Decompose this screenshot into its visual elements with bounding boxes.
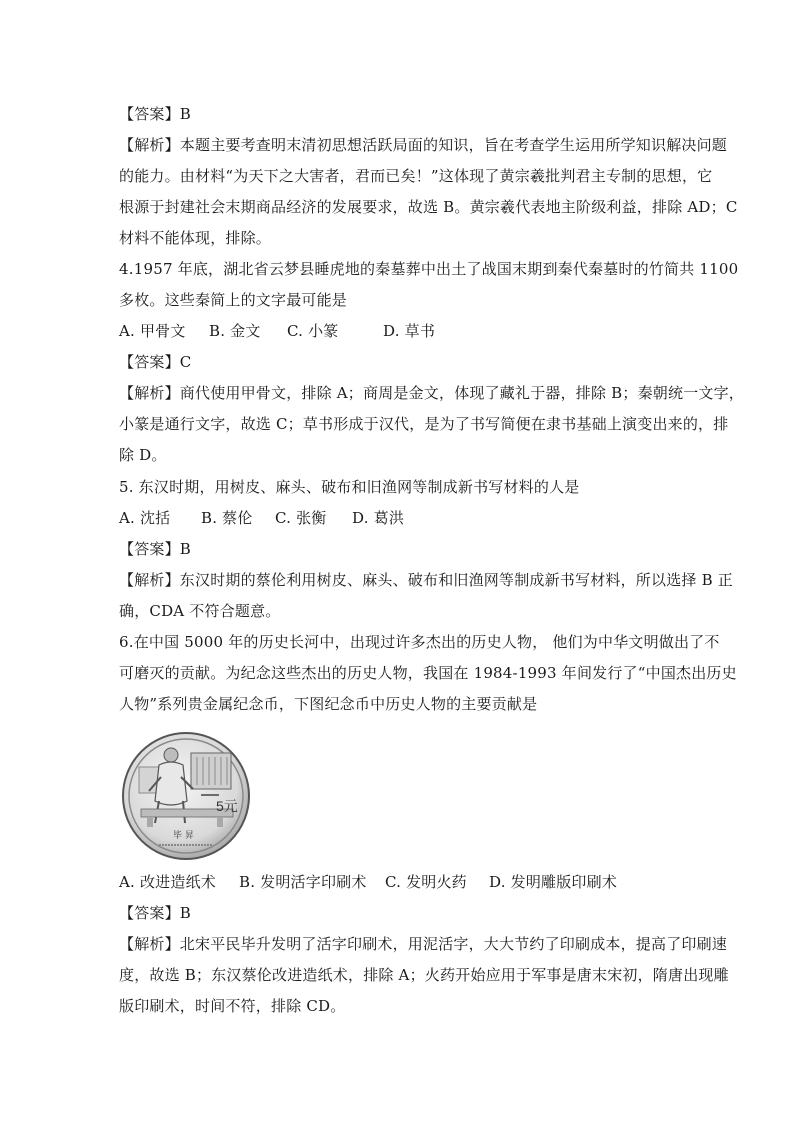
q3-analysis-line: 【解析】本题主要考查明末清初思想活跃局面的知识，旨在考查学生运用所学知识解决问题 <box>119 136 728 154</box>
q6-option-a: A. 改进造纸术 <box>119 873 216 891</box>
q3-analysis-line: 根源于封建社会末期商品经济的发展要求，故选 B。黄宗羲代表地主阶级利益，排除 AD；C <box>119 198 738 216</box>
q5-analysis-line: 确，CDA 不符合题意。 <box>119 602 281 620</box>
q4-analysis-line: 除 D。 <box>119 446 167 464</box>
coin-denomination: 5元 <box>216 798 238 814</box>
q4-stem-line: 4.1957 年底，湖北省云梦县睡虎地的秦墓葬中出土了战国末期到秦代秦墓时的竹简共 1100 <box>119 260 739 278</box>
q5-analysis-line: 【解析】东汉时期的蔡伦利用树皮、麻头、破布和旧渔网等制成新书写材料，所以选择 B 正 <box>119 571 733 589</box>
q6-option-d: D. 发明雕版印刷术 <box>489 873 618 891</box>
q6-stem-line: 人物”系列贵金属纪念币，下图纪念币中历史人物的主要贡献是 <box>119 695 538 713</box>
q4-option-d: D. 草书 <box>383 322 436 340</box>
q4-options <box>119 321 679 341</box>
commemorative-coin-image <box>121 731 251 861</box>
q3-analysis-line: 的能力。由材料“为天下之大害者，君而已矣！”这体现了黄宗羲批判君主专制的思想，它 <box>119 167 713 185</box>
q6-analysis-line: 【解析】北宋平民毕升发明了活字印刷术，用泥活字，大大节约了印刷成本，提高了印刷速 <box>119 935 728 953</box>
q6-stem-line: 6.在中国 5000 年的历史长河中，出现过许多杰出的历史人物， 他们为中华文明做出了不 <box>119 633 720 651</box>
q4-option-a: A. 甲骨文 <box>119 322 186 340</box>
q6-analysis-line: 版印刷术，时间不符，排除 CD。 <box>119 997 346 1015</box>
q4-option-c: C. 小篆 <box>287 322 339 340</box>
q4-stem-line: 多枚。这些秦简上的文字最可能是 <box>119 291 348 309</box>
q4-answer: 【答案】C <box>119 353 192 371</box>
q5-option-c: C. 张衡 <box>275 509 327 527</box>
q3-answer: 【答案】B <box>119 105 192 123</box>
q5-stem-line: 5. 东汉时期，用树皮、麻头、破布和旧渔网等制成新书写材料的人是 <box>119 478 580 496</box>
q6-option-b: B. 发明活字印刷术 <box>239 873 367 891</box>
q5-answer: 【答案】B <box>119 540 192 558</box>
q5-option-d: D. 葛洪 <box>352 509 405 527</box>
q4-option-b: B. 金文 <box>209 322 261 340</box>
q4-analysis-line: 小篆是通行文字，故选 C；草书形成于汉代，是为了书写简便在隶书基础上演变出来的，排 <box>119 415 729 433</box>
q3-analysis-line: 材料不能体现，排除。 <box>119 229 272 247</box>
q6-stem-line: 可磨灭的贡献。为纪念这些杰出的历史人物，我国在 1984-1993 年间发行了“中国杰出历史 <box>119 664 737 682</box>
q5-options <box>119 508 679 528</box>
q6-options <box>119 872 679 892</box>
q6-option-c: C. 发明火药 <box>385 873 467 891</box>
q4-analysis-line: 【解析】商代使用甲骨文，排除 A；商周是金文，体现了藏礼于器，排除 B；秦朝统一文字， <box>119 384 744 402</box>
coin-icon <box>121 731 251 861</box>
q6-analysis-line: 度，故选 B；东汉蔡伦改进造纸术，排除 A；火药开始应用于军事是唐末宋初，隋唐出现雕 <box>119 966 729 984</box>
q6-answer: 【答案】B <box>119 904 192 922</box>
q5-option-b: B. 蔡伦 <box>201 509 253 527</box>
coin-figure-name: 毕 昇 <box>173 831 194 841</box>
q5-option-a: A. 沈括 <box>119 509 171 527</box>
